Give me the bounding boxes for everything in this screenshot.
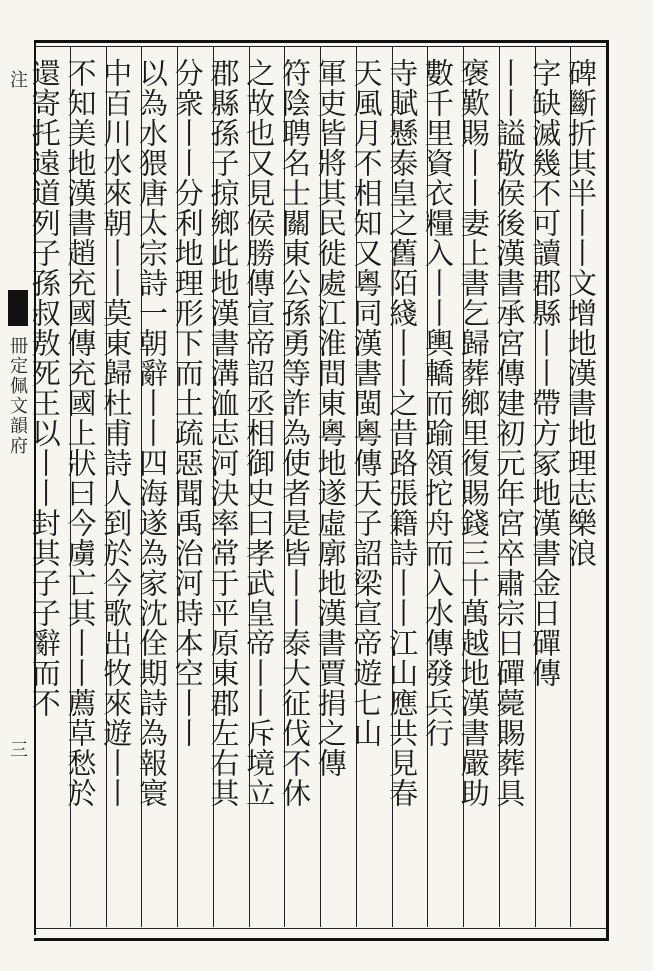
text-column: 寺賦懸泰皇之舊陌綫丨丨之昔路張籍詩丨丨江山應共見春 [392,46,428,927]
text-column: 碑斷折其半丨丨文增地漢書地理志樂浪 [570,46,606,927]
text-column: 分衆丨丨分利地理形下而土疏惡聞禹治河時本空丨丨 [177,46,213,927]
text-column: 符陰聘名士關東公孫勇等詐為使者是皆丨丨泰大征伐不休 [284,46,320,927]
text-column: 數千里資衣糧入丨丨輿轎而踰領拕舟而入水傳發兵行 [427,46,463,927]
text-column: 丨丨謚敬侯後漢書承宮傳建初元年宮卒肅宗日磾薨賜葬具 [499,46,535,927]
text-column: 褒歎賜丨丨妻上書乞歸葬鄉里復賜錢三十萬越地漢書嚴助 [463,46,499,927]
margin-top-text: 注 [7,70,28,88]
text-column: 軍吏皆將其民徙處江淮間東粵地遂虛廓地漢書賈捐之傳 [320,46,356,927]
text-column: 不知美地漢書趙充國傳充國上狀曰今虜亡其丨丨薦草愁於 [70,46,106,927]
text-column: 還寄托遠道列子孫叔敖死王以丨丨封其子子辭而不 [27,58,62,718]
text-columns [27,46,606,927]
text-column: 郡縣孫子掠鄉此地漢書溝洫志河決率常于平原東郡左右其 [213,46,249,927]
margin-book-title: 冊定佩文韻府 [7,336,28,456]
text-column: 中百川水來朝丨丨莫東歸杜甫詩人到於今歌出牧來遊丨丨 [106,46,142,927]
text-column: 之故也又見侯勝傳宣帝詔丞相御史曰孝武皇帝丨丨斥境立 [249,46,285,927]
text-column: 字缺滅幾不可讀郡縣丨丨帶方冢地漢書金日磾傳 [535,46,571,927]
margin-page-number: 三 [7,740,28,758]
text-column: 天風月不相知又粵同漢書閩粵傳天子詔梁宣帝遊七山 [356,46,392,927]
text-column: 以為水猥唐太宗詩一朝辭丨丨四海遂為家沈佺期詩為報寰 [141,46,177,927]
